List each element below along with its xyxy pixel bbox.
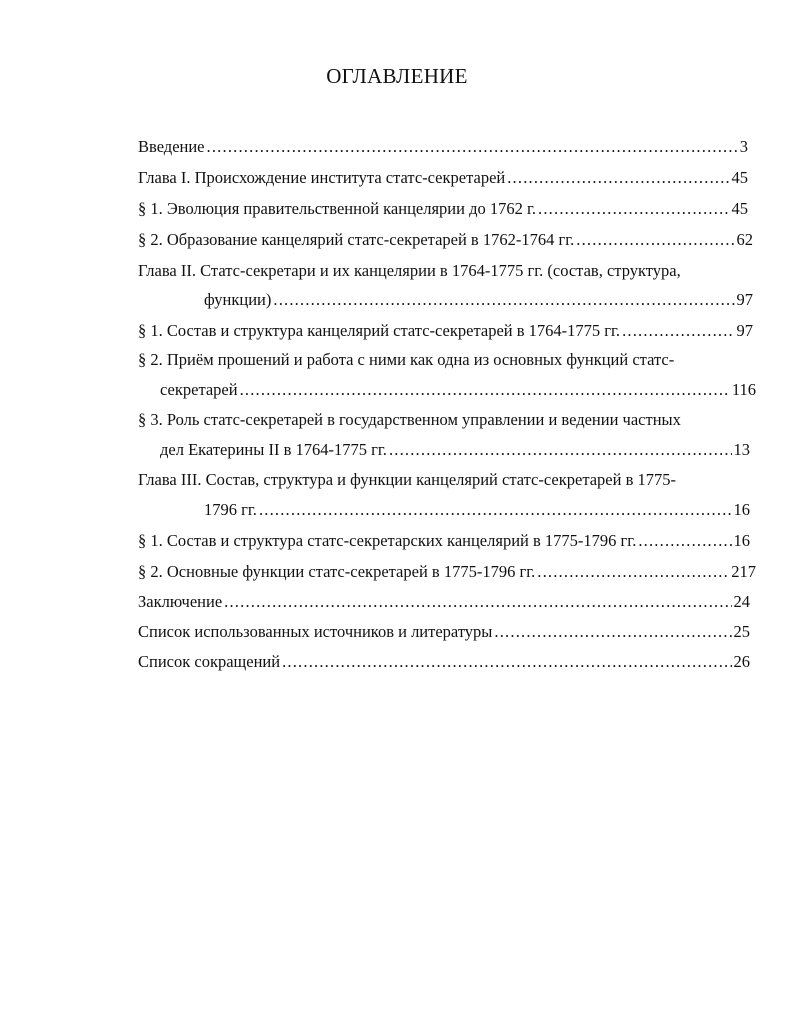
toc-entry-page: 16 bbox=[733, 500, 750, 519]
toc-entry-title: Глава II. Статс-секретари и их канцелярии в 1764-1775 гг. (состав, структура, bbox=[138, 261, 681, 280]
toc-entry-title: Введение bbox=[138, 137, 205, 156]
toc-entry-title-cont: секретарей bbox=[160, 380, 238, 399]
toc-entry-title: § 2. Основные функции статс-секретарей в 1775-1796 гг. bbox=[138, 562, 536, 581]
toc-entry bbox=[138, 560, 756, 584]
toc-leader-dots bbox=[638, 529, 731, 553]
toc-leader-dots bbox=[389, 438, 732, 462]
toc-leader-dots bbox=[273, 288, 734, 312]
toc-entry-title: Список использованных источников и литературы bbox=[138, 622, 493, 641]
toc-entry-page: 25 bbox=[733, 622, 750, 641]
toc-entry-page: 116 bbox=[731, 380, 756, 399]
toc-entry-page: 3 bbox=[739, 137, 748, 156]
toc-entry bbox=[138, 590, 750, 614]
toc-entry-title-cont: 1796 гг. bbox=[204, 500, 257, 519]
toc-entry-page: 45 bbox=[731, 168, 748, 187]
toc-leader-dots bbox=[507, 166, 729, 190]
toc-leader-dots bbox=[259, 498, 732, 522]
toc-entry-first-line bbox=[138, 408, 758, 432]
toc-entry bbox=[138, 620, 750, 644]
toc-leader-dots bbox=[240, 378, 730, 402]
toc-entry-title: § 3. Роль статс-секретарей в государственном управлении и ведении частных bbox=[138, 410, 681, 429]
toc-entry-continuation bbox=[204, 498, 750, 522]
toc-entry-first-line bbox=[138, 259, 758, 283]
toc-entry-page: 97 bbox=[736, 290, 753, 309]
toc-entry-page: 26 bbox=[733, 652, 750, 671]
toc-entry-title-cont: функции) bbox=[204, 290, 272, 309]
toc-entry bbox=[138, 197, 748, 221]
toc-entry-title: Список сокращений bbox=[138, 652, 281, 671]
toc-entry-page: 45 bbox=[731, 199, 748, 218]
toc-entry bbox=[138, 228, 753, 252]
toc-entry-title: § 1. Эволюция правительственной канцелярии до 1762 г. bbox=[138, 199, 537, 218]
toc-entry-title: Глава I. Происхождение института статс-секретарей bbox=[138, 168, 506, 187]
toc-entry bbox=[138, 650, 750, 674]
toc-entry-first-line bbox=[138, 468, 758, 492]
toc-entry-title: § 2. Образование канцелярий статс-секретарей в 1762-1764 гг. bbox=[138, 230, 575, 249]
toc-entry-title: Заключение bbox=[138, 592, 223, 611]
toc-entry-continuation bbox=[160, 438, 750, 462]
toc-entry bbox=[138, 319, 753, 343]
toc-leader-dots bbox=[538, 197, 729, 221]
toc-leader-dots bbox=[576, 228, 734, 252]
toc-entry-page: 24 bbox=[733, 592, 750, 611]
toc-leader-dots bbox=[494, 620, 731, 644]
toc-entry-page: 13 bbox=[733, 440, 750, 459]
toc-leader-dots bbox=[622, 319, 734, 343]
page-title: ОГЛАВЛЕНИЕ bbox=[326, 64, 468, 88]
toc-entry-page: 97 bbox=[736, 321, 753, 340]
toc-entry-title: Глава III. Состав, структура и функции канцелярий статс-секретарей в 1775- bbox=[138, 470, 676, 489]
toc-leader-dots bbox=[282, 650, 731, 674]
toc-entry-title: § 1. Состав и структура статс-секретарских канцелярий в 1775-1796 гг. bbox=[138, 531, 637, 550]
toc-entry-first-line bbox=[138, 348, 758, 372]
toc-entry bbox=[138, 529, 750, 553]
toc-entry-title: § 1. Состав и структура канцелярий статс-секретарей в 1764-1775 гг. bbox=[138, 321, 621, 340]
toc-leader-dots bbox=[537, 560, 729, 584]
toc-entry bbox=[138, 135, 748, 159]
toc-entry-continuation bbox=[160, 378, 756, 402]
toc-entry-continuation bbox=[204, 288, 753, 312]
toc-entry-page: 62 bbox=[736, 230, 753, 249]
toc-entry-title: § 2. Приём прошений и работа с ними как одна из основных функций статс- bbox=[138, 350, 675, 369]
toc-entry bbox=[138, 166, 748, 190]
toc-leader-dots bbox=[224, 590, 731, 614]
toc-entry-page: 217 bbox=[731, 562, 756, 581]
toc-entry-title-cont: дел Екатерины II в 1764-1775 гг. bbox=[160, 440, 387, 459]
toc-entry-page: 16 bbox=[733, 531, 750, 550]
toc-leader-dots bbox=[207, 135, 738, 159]
